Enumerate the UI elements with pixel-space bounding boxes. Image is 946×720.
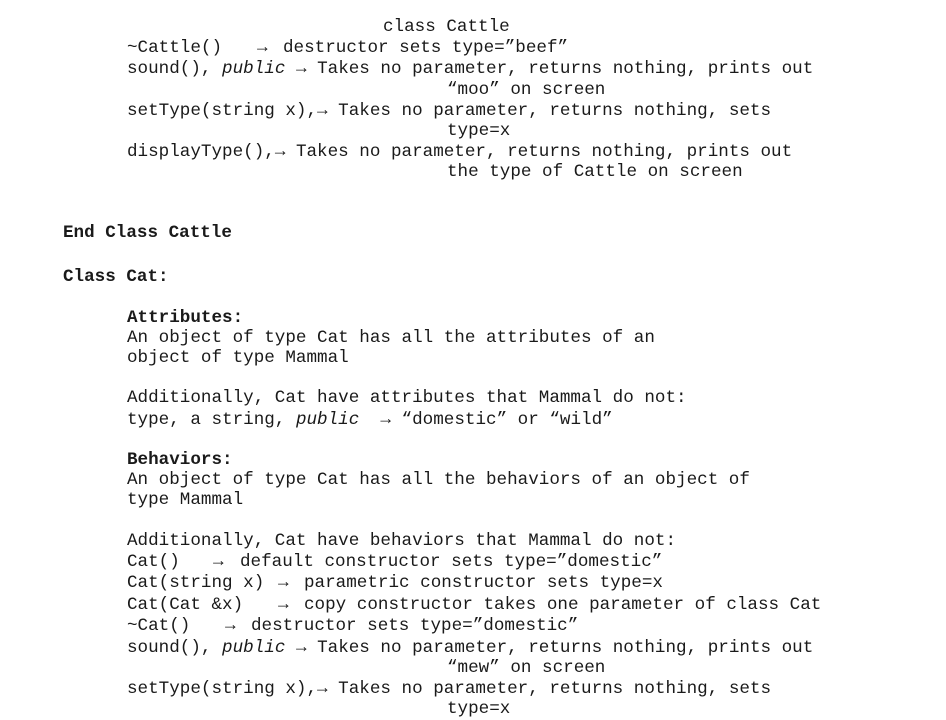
arrow-icon: → [274,142,286,162]
cat-sound-cont: “mew” on screen [447,658,606,678]
behaviors-line-2: type Mammal [127,490,244,510]
method-desc: Takes no parameter, returns nothing, prints out [317,638,814,658]
method-desc: destructor sets type=”beef” [283,38,569,58]
method-desc: copy constructor takes one parameter of class Cat [304,595,822,615]
method-modifier: public [222,638,286,658]
attributes-heading: Attributes: [127,308,244,328]
cattle-displaytype-line [127,142,792,162]
cat-parametric-constructor-line [127,573,663,593]
cattle-settype-line [127,101,771,121]
cattle-settype-cont: type=x [447,121,511,141]
attributes-additional: Additionally, Cat have attributes that Mammal do not: [127,388,687,408]
class-cat-heading: Class Cat: [63,267,169,287]
method-desc: parametric constructor sets type=x [304,573,663,593]
arrow-icon: → [317,101,328,121]
arrow-icon: → [257,38,268,58]
cattle-class-line: class Cattle [383,17,510,37]
attribute-type-line [127,410,613,430]
cat-default-constructor-line [127,552,663,572]
cattle-displaytype-cont: the type of Cattle on screen [447,162,743,182]
method-desc: Takes no parameter, returns nothing, sets [338,101,772,121]
end-class-cattle: End Class Cattle [63,223,232,243]
cattle-sound-cont: “moo” on screen [447,80,606,100]
cat-copy-constructor-line [127,595,822,615]
arrow-icon: → [295,638,307,658]
method-name: Cat(Cat &x) [127,595,244,615]
method-name: Cat(string x) [127,573,265,593]
attribute-type-prefix: type, a string, [127,410,286,430]
method-name: setType(string x), [127,679,318,699]
behaviors-line-1: An object of type Cat has all the behaviors of an object of [127,470,750,490]
behaviors-heading: Behaviors: [127,450,233,470]
arrow-icon: → [295,59,307,79]
cat-settype-cont: type=x [447,699,511,719]
arrow-icon: → [213,552,224,572]
method-name: sound(), [127,638,212,658]
method-name: setType(string x), [127,101,318,121]
method-desc: Takes no parameter, returns nothing, prints out [295,142,793,162]
attributes-line-2: object of type Mammal [127,348,349,368]
attribute-type-values: “domestic” or “wild” [401,410,613,430]
cat-settype-line [127,679,771,699]
method-name: sound(), [127,59,212,79]
cat-destructor-line [127,616,579,636]
attribute-type-modifier: public [295,410,360,430]
attributes-line-1: An object of type Cat has all the attributes of an [127,328,655,348]
arrow-icon: → [278,595,289,615]
method-name: ~Cat() [127,616,191,636]
arrow-icon: → [225,616,236,636]
method-name: ~Cattle() [127,38,223,58]
method-desc: Takes no parameter, returns nothing, sets [338,679,772,699]
method-name: Cat() [127,552,180,572]
arrow-icon: → [317,679,328,699]
cat-sound-line [127,638,813,658]
method-desc: destructor sets type=”domestic” [251,616,579,636]
method-name: displayType(), [127,142,275,162]
behaviors-additional: Additionally, Cat have behaviors that Mammal do not: [127,531,677,551]
method-modifier: public [222,59,286,79]
cattle-sound-line [127,59,813,79]
method-desc: default constructor sets type=”domestic” [240,552,663,572]
arrow-icon: → [278,573,289,593]
arrow-icon: → [380,410,391,430]
cattle-destructor-line [127,38,569,58]
method-desc: Takes no parameter, returns nothing, prints out [317,59,814,79]
